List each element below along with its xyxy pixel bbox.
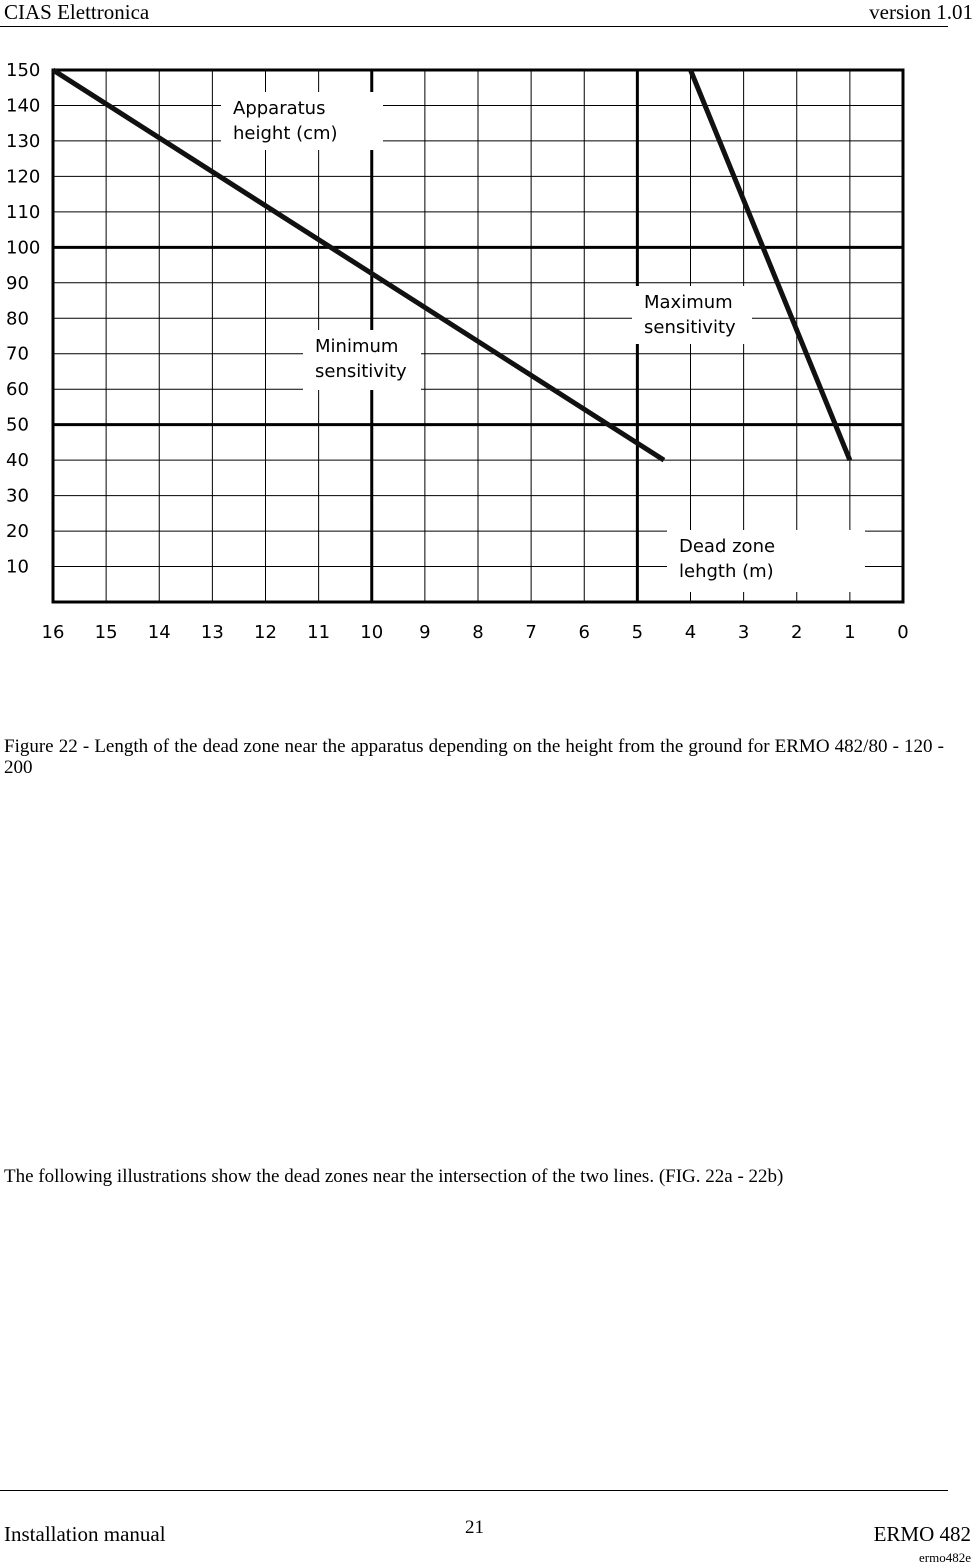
y-tick-labels — [6, 60, 40, 578]
x-tick-labels — [42, 622, 909, 643]
footer-product: ERMO 482 — [873, 1522, 971, 1546]
x-tick-label: 11 — [307, 622, 331, 643]
x-tick-label: 15 — [94, 622, 118, 643]
x-tick-label: 0 — [897, 622, 909, 643]
x-tick-label: 13 — [200, 622, 224, 643]
header-company: CIAS Elettronica — [4, 0, 150, 24]
x-tick-label: 3 — [737, 622, 750, 643]
x-axis-label-text: Dead zone — [679, 536, 776, 557]
y-axis-label-text: Apparatus — [233, 98, 326, 119]
y-tick-label: 130 — [6, 130, 41, 152]
x-axis-label-text: lehgth (m) — [679, 561, 774, 582]
x-tick-label: 6 — [578, 622, 590, 643]
min-sensitivity-label-text: Minimum — [315, 336, 399, 357]
y-tick-label: 40 — [6, 450, 29, 472]
x-tick-label: 7 — [525, 622, 537, 643]
max-sensitivity-label-text: Maximum — [644, 292, 733, 313]
x-tick-label: 4 — [684, 622, 697, 643]
dead-zone-chart — [0, 40, 977, 680]
y-tick-label: 10 — [6, 556, 29, 578]
x-tick-label: 9 — [419, 622, 431, 643]
header-rule — [0, 26, 948, 27]
y-tick-label: 20 — [6, 521, 29, 543]
y-tick-label: 70 — [6, 343, 29, 365]
footer-page-number: 21 — [465, 1517, 484, 1538]
x-tick-label: 12 — [254, 622, 277, 643]
x-tick-label: 14 — [147, 622, 171, 643]
y-tick-label: 110 — [6, 201, 41, 223]
y-tick-label: 60 — [6, 379, 29, 401]
max-sensitivity-line — [691, 70, 850, 460]
x-tick-label: 5 — [631, 622, 644, 643]
y-tick-label: 90 — [6, 272, 29, 294]
y-tick-label: 80 — [6, 308, 29, 330]
y-tick-label: 50 — [6, 414, 29, 436]
footer-code: ermo482e — [919, 1550, 971, 1565]
x-tick-label: 10 — [360, 622, 384, 643]
x-tick-label: 16 — [41, 622, 65, 643]
max-sensitivity-label-text: sensitivity — [644, 317, 736, 338]
x-tick-label: 1 — [844, 622, 856, 643]
min-sensitivity-label-text: sensitivity — [315, 361, 407, 382]
chart-series — [53, 70, 850, 460]
x-tick-label: 8 — [472, 622, 484, 643]
figure-caption: Figure 22 - Length of the dead zone near the apparatus depending on the height from the ground for ERMO 482/80 - 120 - 200 — [4, 736, 944, 778]
footer-rule — [0, 1490, 948, 1491]
y-tick-label: 30 — [6, 485, 29, 507]
header-version: version 1.01 — [869, 0, 973, 24]
y-axis-label-text: height (cm) — [233, 123, 338, 144]
x-tick-label: 2 — [791, 622, 803, 643]
y-tick-label: 140 — [6, 95, 41, 117]
body-paragraph: The following illustrations show the dead zones near the intersection of the two lines. (FIG. 22a - 22b) — [4, 1166, 784, 1187]
footer-manual: Installation manual — [4, 1522, 166, 1546]
y-tick-label: 120 — [6, 166, 41, 188]
chart-labels — [221, 92, 865, 592]
y-tick-label: 150 — [6, 60, 41, 81]
y-tick-label: 100 — [6, 237, 41, 259]
